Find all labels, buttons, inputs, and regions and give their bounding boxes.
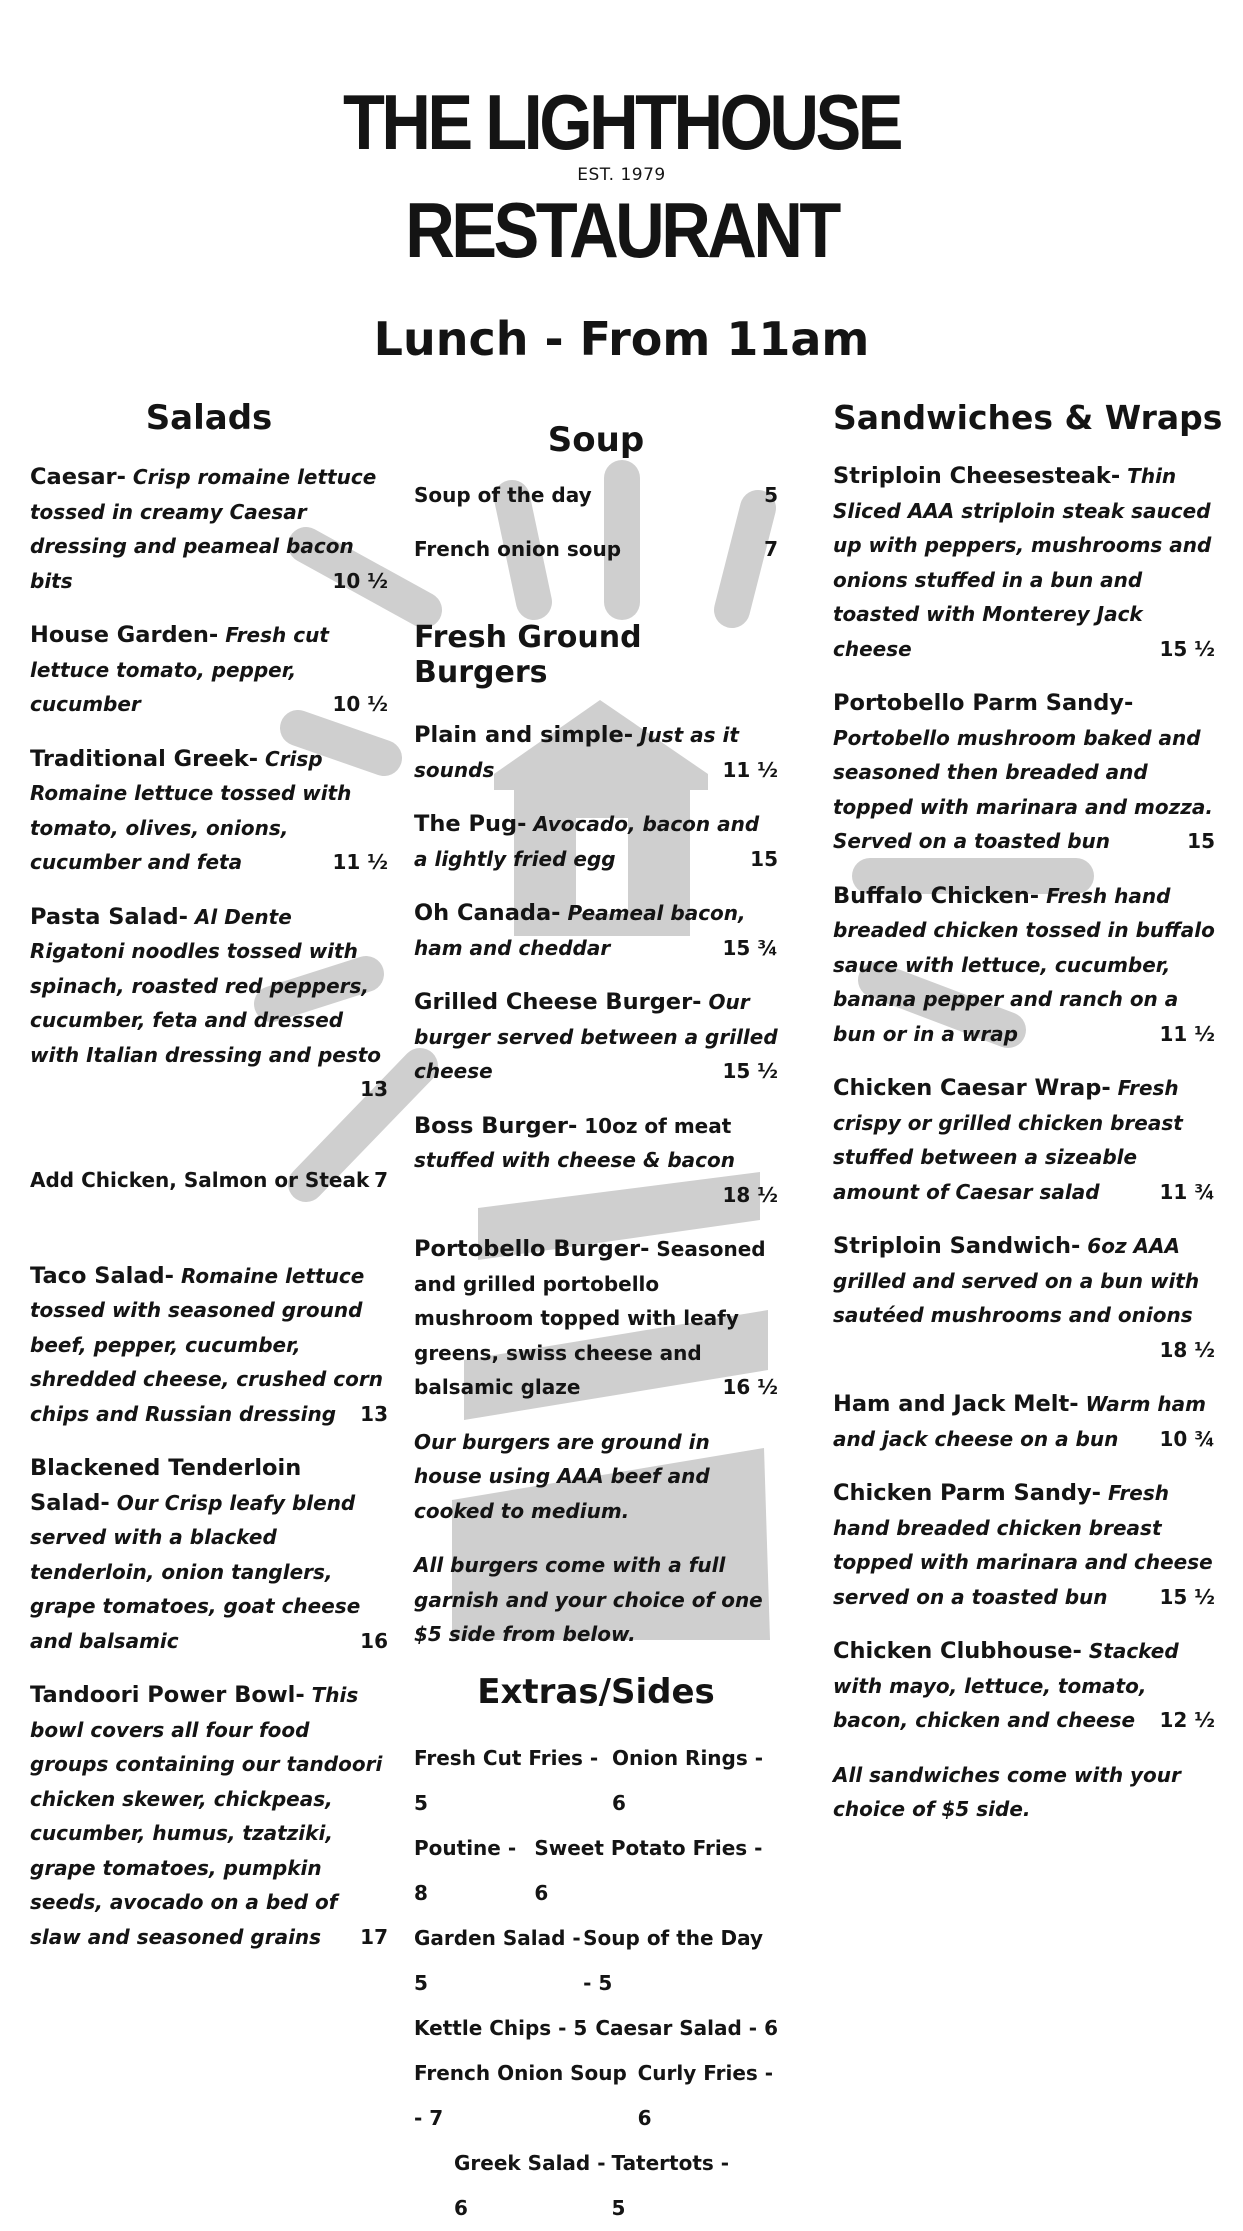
item-price: 17 bbox=[360, 1924, 388, 1949]
menu-item bbox=[833, 459, 1215, 666]
item-price: 16 bbox=[360, 1628, 388, 1653]
item-name: Grilled Cheese Burger- bbox=[414, 989, 702, 1015]
menu-item bbox=[30, 618, 388, 722]
item-description: Our burger served between a grilled cheese bbox=[414, 990, 778, 1083]
item-name: Blackened Tenderloin Salad- bbox=[30, 1455, 302, 1516]
menu-item bbox=[30, 1678, 388, 1954]
sandwich-note: All sandwiches come with your choice of $5 side. bbox=[833, 1762, 1181, 1821]
item-name: Striploin Cheesesteak- bbox=[833, 463, 1121, 489]
extras-item: Soup of the Day - 5 bbox=[583, 1925, 764, 1995]
item-name: Portobello Burger- bbox=[414, 1236, 650, 1262]
item-name: Taco Salad- bbox=[30, 1262, 174, 1289]
menu-item bbox=[30, 1259, 388, 1432]
extras-item: Caesar Salad - 6 bbox=[595, 2015, 778, 2040]
extras-heading: Extras/Sides bbox=[477, 1671, 715, 1712]
item-price: 11 ½ bbox=[332, 850, 388, 874]
item-name: Caesar- bbox=[30, 464, 126, 490]
middle-section bbox=[414, 420, 778, 2231]
soup-item bbox=[414, 468, 778, 522]
item-name: Plain and simple- bbox=[414, 722, 634, 748]
menu-item bbox=[30, 742, 388, 880]
item-name: Tandoori Power Bowl- bbox=[30, 1682, 305, 1708]
item-description: Our Crisp leafy blend served with a blacked tenderloin, onion tanglers, grape tomatoes, goat cheese and balsamic bbox=[30, 1490, 361, 1653]
extras-item: Tatertots - 5 bbox=[611, 2150, 730, 2220]
item-description: stuffed with cheese & bacon bbox=[414, 1148, 735, 1172]
burgers-heading: Fresh Ground Burgers bbox=[414, 620, 642, 690]
item-price: 10 ¾ bbox=[1159, 1426, 1215, 1451]
extras-item: French Onion Soup - 7 bbox=[414, 2060, 627, 2130]
item-description: This bowl covers all four food groups containing our tandoori chicken skewer, chickpeas, cucumber, humus, tzatziki, grape tomatoes, pumpkin seeds, avocado on a bed of slaw and seasoned grains bbox=[30, 1683, 383, 1949]
sandwiches-section bbox=[833, 398, 1223, 1847]
item-price: 13 bbox=[360, 1401, 388, 1426]
item-description: Avocado, bacon and a lightly fried egg bbox=[414, 812, 760, 871]
item-name: Traditional Greek- bbox=[30, 745, 259, 772]
item-price: 15 bbox=[1187, 829, 1215, 853]
item-description: Just as it sounds bbox=[414, 723, 739, 782]
menu-item bbox=[833, 1634, 1215, 1738]
restaurant-name-bottom: RESTAURANT bbox=[405, 186, 838, 274]
item-description: Warm ham and jack cheese on a bun bbox=[833, 1392, 1206, 1451]
menu-item bbox=[833, 1229, 1215, 1367]
item-description: Romaine lettuce tossed with seasoned ground beef, pepper, cucumber, shredded cheese, crushed corn chips and Russian dressing bbox=[30, 1263, 383, 1426]
extras-row bbox=[414, 2051, 778, 2141]
item-description: 6oz AAA grilled and served on a bun with sautéed mushrooms and onions bbox=[833, 1234, 1200, 1327]
item-name: Ham and Jack Melt- bbox=[833, 1391, 1079, 1417]
item-price: 15 ½ bbox=[722, 1059, 778, 1083]
item-name: Chicken Caesar Wrap- bbox=[833, 1075, 1111, 1101]
item-description: Fresh hand breaded chicken breast topped with marinara and cheese served on a toasted bun bbox=[833, 1481, 1213, 1609]
item-description: Fresh cut lettuce tomato, pepper, cucumber bbox=[30, 623, 329, 716]
item-price: 15 ½ bbox=[1159, 636, 1215, 661]
menu-item bbox=[30, 1451, 388, 1658]
item-name: Chicken Clubhouse- bbox=[833, 1638, 1082, 1664]
item-price: 12 ½ bbox=[1159, 1708, 1215, 1732]
item-price: 11 ¾ bbox=[1159, 1179, 1215, 1204]
item-description: Stacked with mayo, lettuce, tomato, bacon, chicken and cheese bbox=[833, 1639, 1179, 1732]
item-name: Chicken Parm Sandy- bbox=[833, 1480, 1102, 1506]
item-name: Buffalo Chicken- bbox=[833, 882, 1040, 909]
menu-item bbox=[833, 1387, 1215, 1456]
menu-item bbox=[30, 460, 388, 598]
extras-item: Garden Salad - 5 bbox=[414, 1925, 581, 1995]
item-price: 15 ¾ bbox=[722, 935, 778, 960]
item-description: Crisp romaine lettuce tossed in creamy Caesar dressing and peameal bacon bits bbox=[30, 465, 377, 593]
item-name: The Pug- bbox=[414, 811, 527, 837]
salads-heading: Salads bbox=[145, 398, 273, 438]
item-description: Peameal bacon, ham and cheddar bbox=[414, 901, 746, 960]
menu-item bbox=[414, 1232, 778, 1405]
extras-item: Kettle Chips - 5 bbox=[414, 2015, 588, 2040]
addon-price: 7 bbox=[374, 1167, 388, 1192]
extras-row bbox=[414, 2006, 778, 2051]
addon-label: Add Chicken, Salmon or Steak bbox=[30, 1167, 370, 1192]
item-price: 10 ½ bbox=[332, 692, 388, 716]
item-description: Portobello mushroom baked and seasoned then breaded and topped with marinara and mozza. Served on a toasted bun bbox=[833, 725, 1213, 853]
item-name: Boss Burger- bbox=[414, 1112, 578, 1139]
restaurant-name-top: THE LIGHTHOUSE bbox=[342, 78, 901, 166]
item-price: 5 bbox=[764, 483, 778, 507]
sandwiches-heading: Sandwiches & Wraps bbox=[833, 398, 1223, 437]
menu-item bbox=[833, 879, 1215, 1052]
item-price: 13 bbox=[360, 1077, 388, 1101]
menu-item bbox=[833, 686, 1215, 859]
item-price: 18 ½ bbox=[1159, 1337, 1215, 1362]
item-name: Oh Canada- bbox=[414, 900, 561, 926]
menu-item bbox=[833, 1476, 1215, 1614]
extras-item: Greek Salad - 6 bbox=[454, 2150, 606, 2220]
extras-item: Sweet Potato Fries - 6 bbox=[534, 1835, 763, 1905]
item-description: Seasoned and grilled portobello mushroom topped with leafy greens, swiss cheese and balsamic glaze bbox=[414, 1237, 766, 1399]
burger-note: All burgers come with a full garnish and your choice of one $5 side from below. bbox=[414, 1553, 763, 1646]
established-year: EST. 1979 bbox=[577, 165, 666, 185]
burger-note: Our burgers are ground in house using AAA beef and cooked to medium. bbox=[414, 1429, 710, 1523]
extras-item: Poutine - 8 bbox=[414, 1835, 517, 1905]
item-price: 15 bbox=[750, 846, 778, 871]
item-price: 11 ½ bbox=[722, 757, 778, 782]
menu-item bbox=[30, 900, 388, 1107]
item-price: 18 ½ bbox=[722, 1182, 778, 1207]
soup-heading: Soup bbox=[547, 420, 645, 460]
item-name: Pasta Salad- bbox=[30, 903, 188, 930]
extras-row bbox=[414, 1826, 778, 1916]
menu-item bbox=[414, 718, 778, 787]
menu-item bbox=[414, 896, 778, 965]
item-price: 10 ½ bbox=[332, 568, 388, 593]
item-price: 11 ½ bbox=[1159, 1021, 1215, 1046]
salad-addon bbox=[30, 1153, 388, 1207]
item-description: 10oz of meat bbox=[577, 1113, 732, 1138]
item-description: Fresh crispy or grilled chicken breast stuffed between a sizeable amount of Caesar salad bbox=[833, 1076, 1183, 1204]
extras-row bbox=[414, 2141, 778, 2231]
item-name: Portobello Parm Sandy- bbox=[833, 690, 1134, 716]
soup-item bbox=[414, 522, 778, 576]
menu-item bbox=[414, 985, 778, 1089]
menu-item bbox=[414, 1109, 778, 1213]
extras-item: Fresh Cut Fries - 5 bbox=[414, 1745, 599, 1815]
item-name: House Garden- bbox=[30, 622, 219, 648]
item-price: 15 ½ bbox=[1159, 1584, 1215, 1609]
item-description: Thin Sliced AAA striploin steak sauced up with peppers, mushrooms and onions stuffed in a bun and toasted with Monterey Jack cheese bbox=[833, 464, 1212, 661]
item-price: 7 bbox=[764, 537, 778, 561]
menu-item bbox=[833, 1071, 1215, 1209]
extras-row bbox=[414, 1736, 778, 1826]
item-price: 16 ½ bbox=[722, 1375, 778, 1399]
extras-item: Onion Rings - 6 bbox=[612, 1745, 764, 1815]
menu-item bbox=[414, 807, 778, 876]
item-description: Fresh hand breaded chicken tossed in buffalo sauce with lettuce, cucumber, banana pepper and ranch on a bun or in a wrap bbox=[833, 883, 1215, 1046]
item-description: Crisp Romaine lettuce tossed with tomato, olives, onions, cucumber and feta bbox=[30, 746, 352, 874]
extras-item: Curly Fries - 6 bbox=[637, 2060, 774, 2130]
extras-row bbox=[414, 1916, 778, 2006]
salads-section bbox=[30, 398, 388, 1974]
item-name: Soup of the day bbox=[414, 483, 592, 507]
menu-title: Lunch - From 11am bbox=[373, 312, 870, 366]
item-name: French onion soup bbox=[414, 537, 622, 561]
item-name: Striploin Sandwich- bbox=[833, 1233, 1081, 1259]
item-description: Al Dente Rigatoni noodles tossed with spinach, roasted red peppers, cucumber, feta and dressed with Italian dressing and pesto bbox=[30, 904, 382, 1067]
